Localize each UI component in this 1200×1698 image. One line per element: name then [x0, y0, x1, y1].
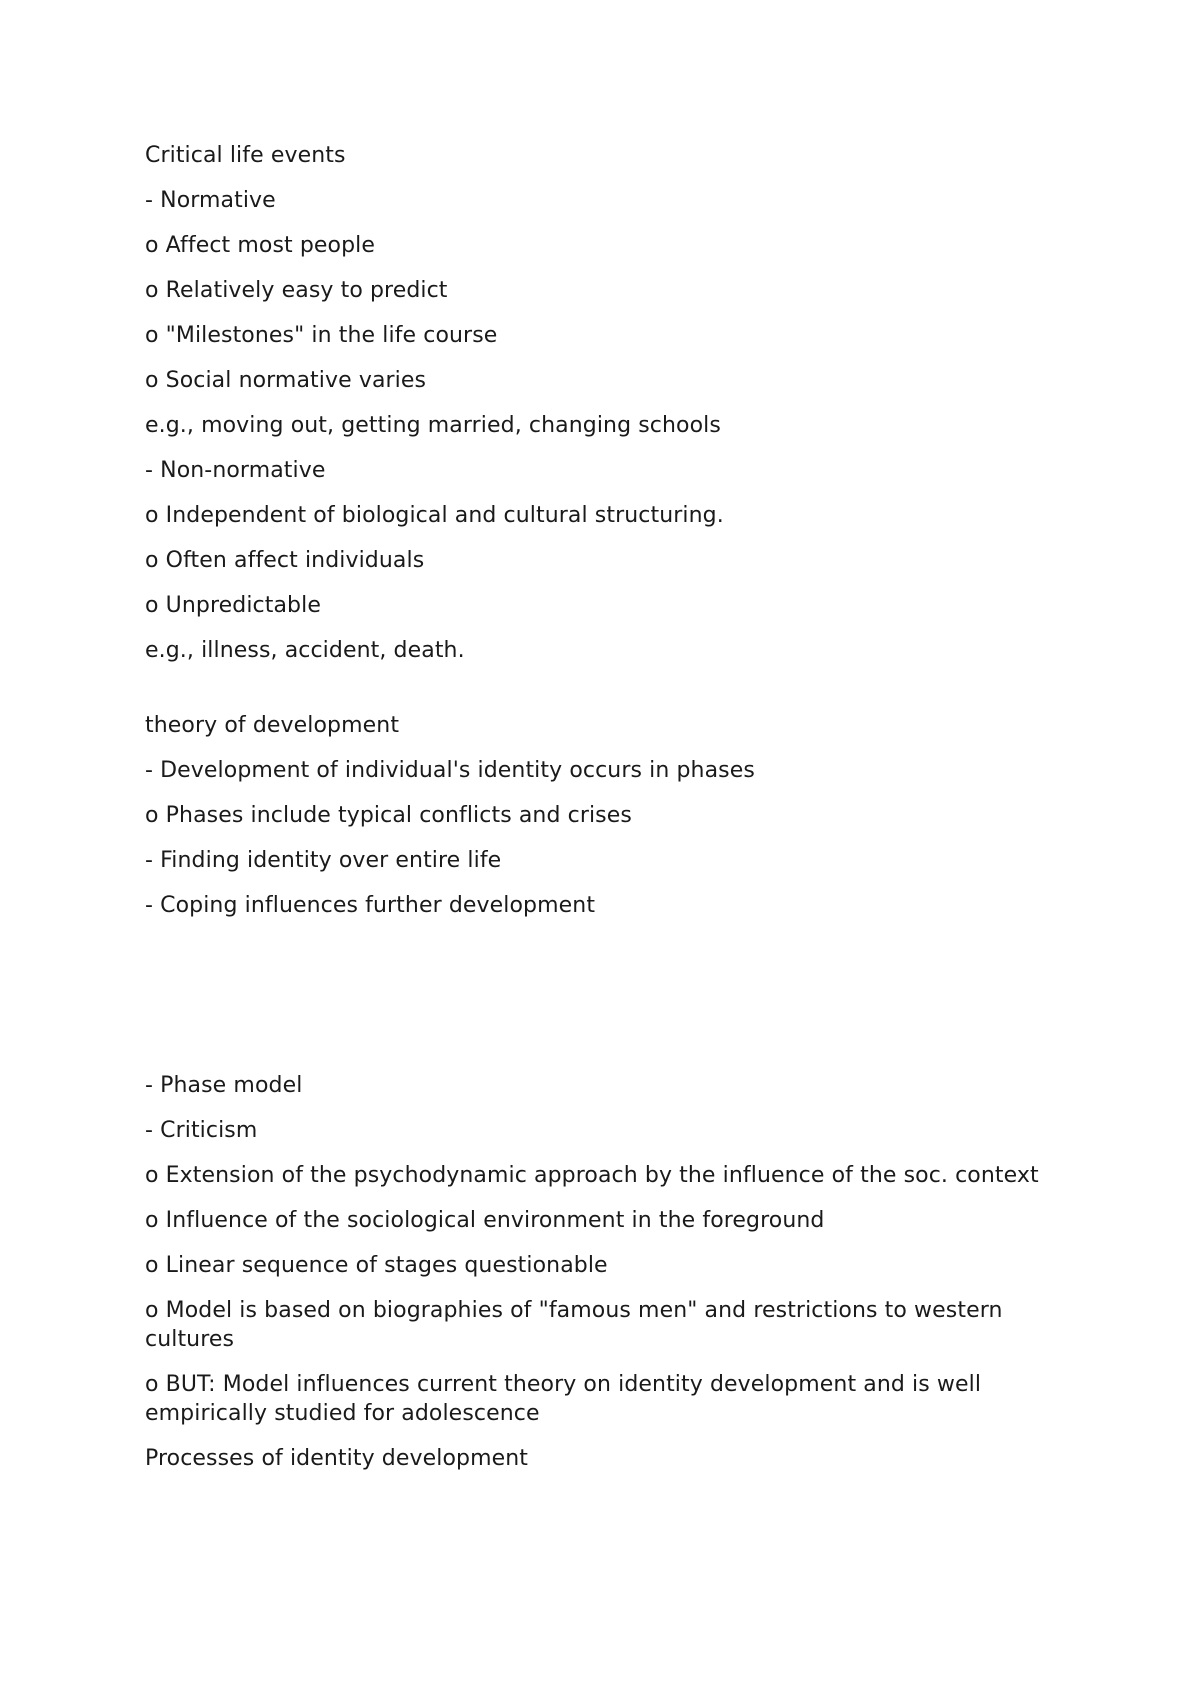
list-item: o Linear sequence of stages questionable [145, 1253, 608, 1278]
spacer [145, 936, 1065, 1071]
section-theory-of-development [145, 711, 1065, 920]
list-item: o Social normative varies [145, 368, 427, 393]
list-item: - Phase model [145, 1073, 303, 1098]
example-text: e.g., illness, accident, death. [145, 638, 465, 663]
list-item: o "Milestones" in the life course [145, 323, 498, 348]
list-item: - Coping influences further development [145, 893, 596, 918]
spacer [145, 681, 1065, 711]
list-item: o Affect most people [145, 233, 376, 258]
list-item: o Model is based on biographies of "famous men" and restrictions to western cultures [145, 1298, 1003, 1352]
section-phase-model [145, 1071, 1065, 1473]
section-critical-life-events [145, 141, 1065, 665]
list-item: - Non-normative [145, 458, 326, 483]
list-item: o Relatively easy to predict [145, 278, 448, 303]
list-item: - Normative [145, 188, 276, 213]
example-text: e.g., moving out, getting married, changing schools [145, 413, 721, 438]
list-item: o BUT: Model influences current theory on identity development and is well empirically studied for adolescence [145, 1372, 982, 1426]
document-body [145, 141, 1065, 1489]
list-item: o Independent of biological and cultural structuring. [145, 503, 724, 528]
list-item: o Influence of the sociological environment in the foreground [145, 1208, 825, 1233]
list-item: o Phases include typical conflicts and crises [145, 803, 632, 828]
section-heading: Processes of identity development [145, 1446, 529, 1471]
list-item: o Often affect individuals [145, 548, 425, 573]
section-heading: theory of development [145, 713, 400, 738]
list-item: - Development of individual's identity occurs in phases [145, 758, 755, 783]
list-item: o Unpredictable [145, 593, 321, 618]
list-item: - Criticism [145, 1118, 258, 1143]
section-heading: Critical life events [145, 143, 346, 168]
list-item: o Extension of the psychodynamic approach by the influence of the soc. context [145, 1163, 1039, 1188]
list-item: - Finding identity over entire life [145, 848, 502, 873]
